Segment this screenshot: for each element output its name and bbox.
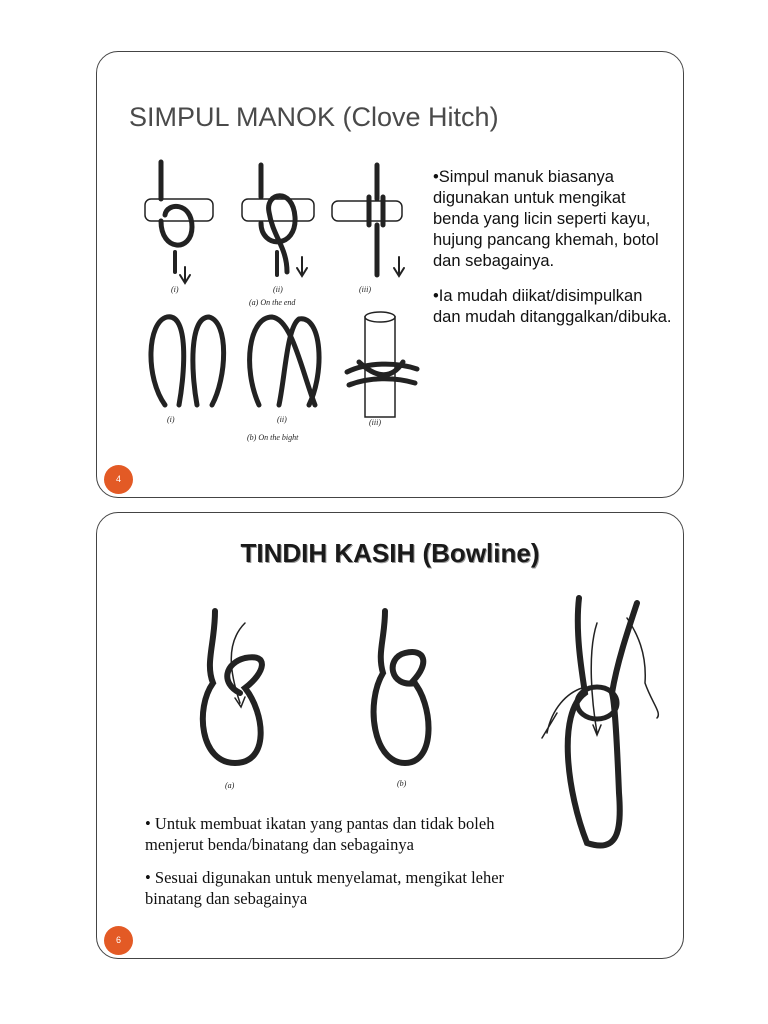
caption-b: (b) [397,779,407,788]
clove-hitch-end-step-1 [145,162,213,283]
caption-iii: (iii) [369,418,381,427]
bullet-2: • Sesuai digunakan untuk menyelamat, mengikat leher binatang dan sebagainya [145,868,505,908]
bowline-step-a [203,611,262,763]
clove-hitch-end-step-2 [242,165,314,276]
caption-on-the-end: (a) On the end [249,298,296,307]
slide-bullets [433,167,673,342]
bullet-1: • Untuk membuat ikatan yang pantas dan tidak boleh menjerut benda/binatang dan sebagainya [145,814,495,854]
bowline-hands-illustration [527,593,667,863]
caption-ii: (ii) [273,285,283,294]
caption-ii: (ii) [277,415,287,424]
clove-hitch-bight-step-2 [250,317,319,405]
caption-i: (i) [171,285,179,294]
slide-bowline [96,512,684,959]
slide-clove-hitch [96,51,684,498]
clove-hitch-bight-step-3 [347,312,417,417]
caption-i: (i) [167,415,175,424]
bullet-1: •Simpul manuk biasanya digunakan untuk mengikat benda yang licin seperti kayu, hujung pancang khemah, botol dan sebagainya. [433,168,659,270]
page-number-badge: 6 [104,926,133,955]
page-number-badge: 4 [104,465,133,494]
slide-bullets [145,813,535,921]
caption-on-the-bight: (b) On the bight [247,433,299,442]
bowline-steps-illustration [185,603,475,793]
clove-hitch-bight-step-1 [151,317,224,405]
slide-title: SIMPUL MANOK (Clove Hitch) [129,102,499,132]
caption-a: (a) [225,781,235,790]
clove-hitch-illustration [137,157,427,447]
clove-hitch-end-step-3 [332,165,404,276]
slide-title: TINDIH KASIH (Bowline) [240,538,540,568]
caption-iii: (iii) [359,285,371,294]
bowline-step-b [374,611,429,763]
bullet-2: •Ia mudah diikat/disimpulkan dan mudah ditanggalkan/dibuka. [433,287,672,326]
